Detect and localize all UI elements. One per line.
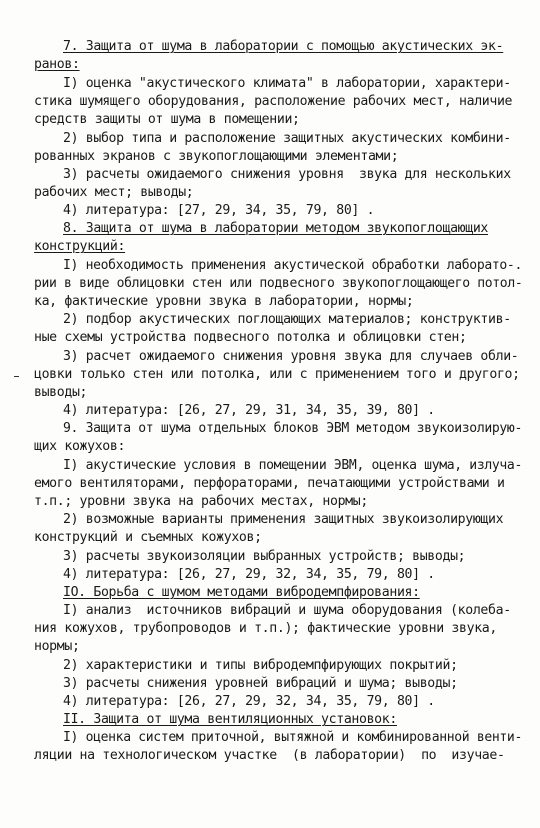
references-line: 4) литература: [26, 27, 29, 31, 34, 35, 39, 80] . xyxy=(63,403,435,418)
section-10-heading: IO. Борьба с шумом методами вибродемпфирования: xyxy=(63,585,420,600)
text-line: I) оценка "акустического климата" в лаборатории, характери- xyxy=(63,76,511,91)
text-line: 2) выбор типа и расположение защитных акустических комбини- xyxy=(63,131,511,146)
references-line: 4) литература: [26, 27, 29, 32, 34, 35, 79, 80] . xyxy=(63,694,435,709)
text-line: рованных экранов с звукопоглощающими элементами; xyxy=(34,149,399,164)
references-line: 4) литература: [27, 29, 34, 35, 79, 80] . xyxy=(63,203,375,218)
section-9-heading-cont: щих кожухов: xyxy=(34,439,126,454)
text-line: 3) расчеты звукоизоляции выбранных устройств; выводы; xyxy=(63,549,466,564)
text-line: цовки только стен или потолка, или с применением того и другого; xyxy=(34,367,520,382)
text-line: ные схемы устройства подвесного потолка и облицовки стен; xyxy=(34,330,467,345)
text-line: 2) характеристики и типы вибродемпфирующих покрытий; xyxy=(63,658,458,673)
section-11-heading: II. Защита от шума вентиляционных установок: xyxy=(63,712,397,727)
text-line: 3) расчет ожидаемого снижения уровня звука для случаев обли- xyxy=(63,349,519,364)
text-line: ния кожухов, трубопроводов и т.п.); фактические уровни звука, xyxy=(34,621,497,636)
text-line: емого вентиляторами, перфораторами, печатающими устройствами и xyxy=(34,476,505,491)
text-line: ляции на технологическом участке (в лаборатории) по изучае- xyxy=(34,748,505,763)
text-line: нормы; xyxy=(34,639,80,654)
section-8-heading: 8. Защита от шума в лаборатории методом звукопоглощающих xyxy=(63,221,489,236)
text-line: 3) расчеты ожидаемого снижения уровня звука для нескольких xyxy=(63,167,511,182)
references-line: 4) литература: [26, 27, 29, 32, 34, 35, 79, 80] . xyxy=(63,567,435,582)
text-line: 2) подбор акустических поглощающих материалов; конструктив- xyxy=(63,312,511,327)
text-line: рии в виде облицовки стен или подвесного звукопоглощающего потол- xyxy=(34,276,523,291)
text-line: конструкций и съемных кожухов; xyxy=(34,530,262,545)
text-line: I) анализ источников вибраций и шума оборудования (колеба- xyxy=(63,603,511,618)
text-line: I) необходимость применения акустической обработки лаборато-. xyxy=(63,258,522,273)
text-line: ка, фактические уровни звука в лаборатории, нормы; xyxy=(34,294,414,309)
text-line: выводы; xyxy=(34,385,88,400)
text-line: стика шумящего оборудования, расположение рабочих мест, наличие xyxy=(34,94,513,109)
margin-mark xyxy=(14,376,19,377)
text-line: т.п.; уровни звука на рабочих местах, нормы; xyxy=(34,494,368,509)
text-line: 2) возможные варианты применения защитных звукоизолирующих xyxy=(63,512,504,527)
text-line: I) оценка систем приточной, вытяжной и комбинированной венти- xyxy=(63,730,522,745)
section-7-heading: 7. Защита от шума в лаборатории с помощью акустических эк- xyxy=(63,39,504,54)
section-7-heading-cont: ранов: xyxy=(34,57,80,72)
text-line: 3) расчеты снижения уровней вибраций и шума; выводы; xyxy=(63,676,458,691)
text-line: I) акустические условия в помещении ЭВМ, оценка шума, излуча- xyxy=(63,458,522,473)
section-9-heading: 9. Защита от шума отдельных блоков ЭВМ методом звукоизолирую- xyxy=(63,421,522,436)
text-line: рабочих мест; выводы; xyxy=(34,185,194,200)
section-8-heading-cont: конструкций: xyxy=(34,239,126,254)
text-line: средств защиты от шума в помещении; xyxy=(34,112,300,127)
